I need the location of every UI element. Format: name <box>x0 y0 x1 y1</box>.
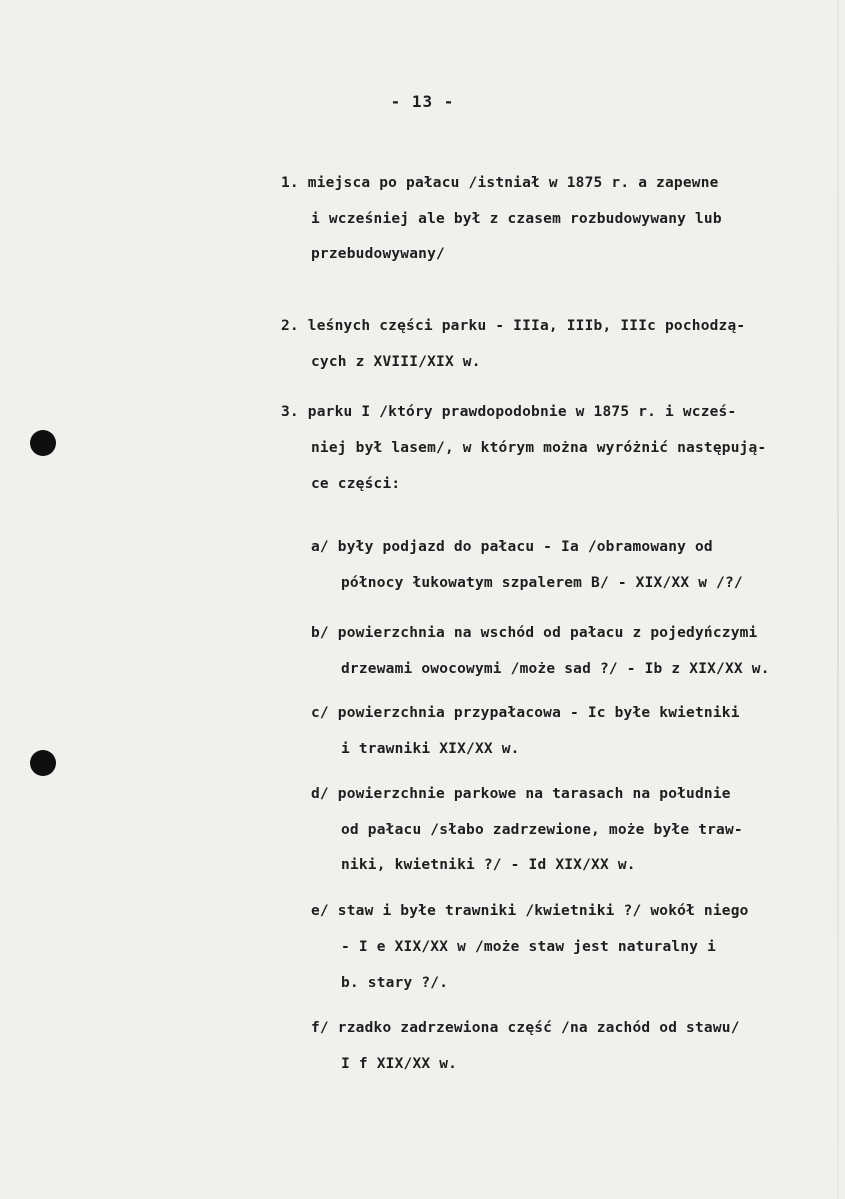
subitem-f-line-1: f/ rzadko zadrzewiona część /na zachód od stawu/ <box>311 1020 740 1036</box>
punch-hole-top <box>30 430 56 456</box>
item-1-line-1: 1. miejsca po pałacu /istniał w 1875 r. a zapewne <box>281 175 719 191</box>
item-2-line-2: cych z XVIII/XIX w. <box>311 354 481 370</box>
subitem-f-line-2: I f XIX/XX w. <box>341 1056 458 1072</box>
subitem-c-line-2: i trawniki XIX/XX w. <box>341 741 520 757</box>
subitem-b-line-1: b/ powierzchnia na wschód od pałacu z pojedyńczymi <box>311 625 758 641</box>
item-3-line-2: niej był lasem/, w którym można wyróżnić następują- <box>311 440 767 456</box>
subitem-a-line-1: a/ były podjazd do pałacu - Ia /obramowany od <box>311 539 713 555</box>
item-3-line-1: 3. parku I /który prawdopodobnie w 1875 r. i wcześ- <box>281 404 737 420</box>
subitem-c-line-1: c/ powierzchnia przypałacowa - Ic byłe kwietniki <box>311 705 740 721</box>
subitem-e-line-2: - I e XIX/XX w /może staw jest naturalny i <box>341 939 717 955</box>
subitem-e-line-3: b. stary ?/. <box>341 975 449 991</box>
paper-crease <box>837 0 839 1199</box>
punch-hole-bottom <box>30 750 56 776</box>
page-number: - 13 - <box>390 92 455 111</box>
item-3-line-3: ce części: <box>311 476 401 492</box>
subitem-d-line-2: od pałacu /słabo zadrzewione, może byłe traw- <box>341 822 743 838</box>
subitem-e-line-1: e/ staw i byłe trawniki /kwietniki ?/ wokół niego <box>311 903 749 919</box>
item-2-line-1: 2. leśnych części parku - IIIa, IIIb, IIIc pochodzą- <box>281 318 746 334</box>
subitem-a-line-2: północy łukowatym szpalerem B/ - XIX/XX w /?/ <box>341 575 743 591</box>
item-1-line-3: przebudowywany/ <box>311 246 445 262</box>
subitem-d-line-1: d/ powierzchnie parkowe na tarasach na południe <box>311 786 731 802</box>
subitem-b-line-2: drzewami owocowymi /może sad ?/ - Ib z XIX/XX w. <box>341 661 770 677</box>
subitem-d-line-3: niki, kwietniki ?/ - Id XIX/XX w. <box>341 857 636 873</box>
item-1-line-2: i wcześniej ale był z czasem rozbudowywany lub <box>311 211 722 227</box>
